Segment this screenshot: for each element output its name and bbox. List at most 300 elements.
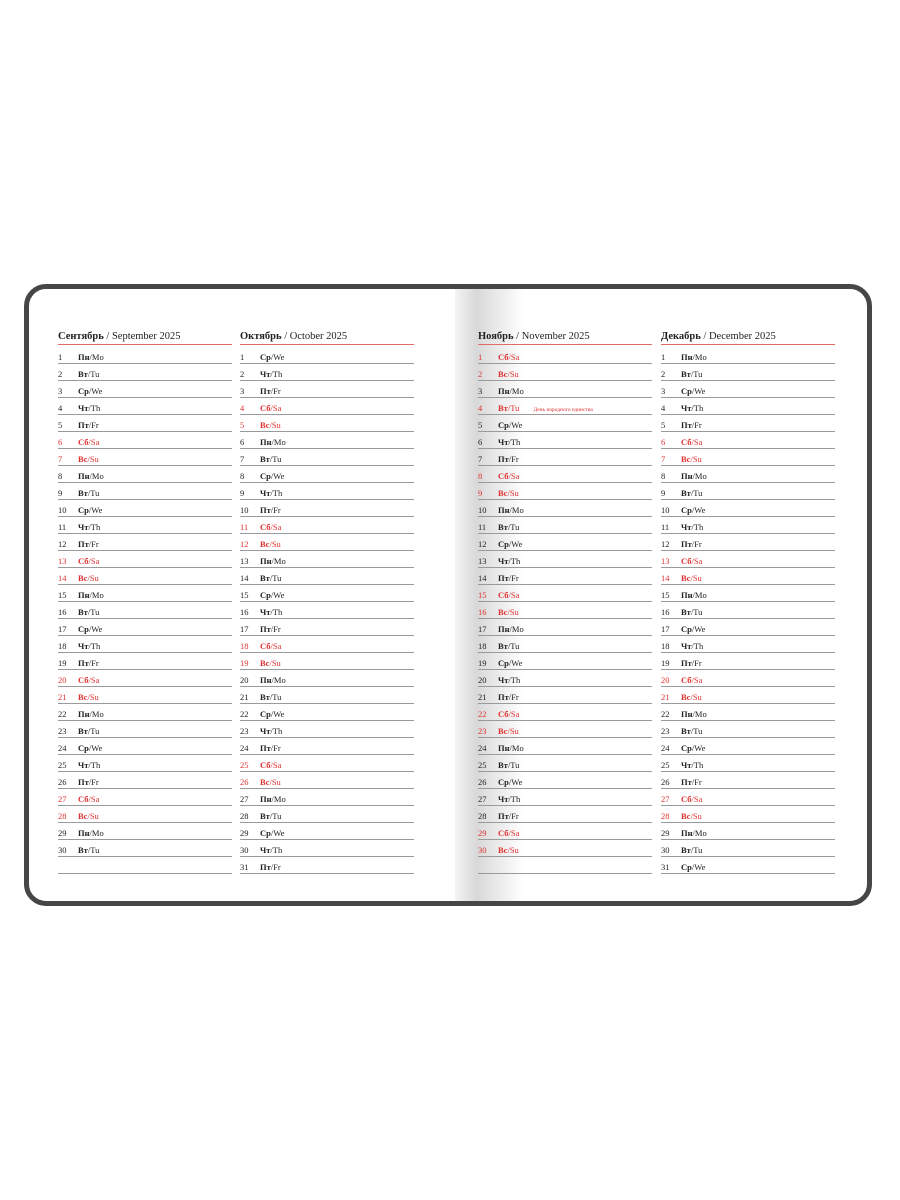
weekday-en: Tu [693,726,703,736]
weekday: Вс/Su [498,369,519,379]
weekday: Чт/Th [498,437,521,447]
weekday-ru: Ср [78,624,89,634]
weekday-ru: Чт [260,488,271,498]
weekday: Вс/Su [681,573,702,583]
weekday: Чт/Th [260,845,283,855]
weekday-ru: Вс [260,420,270,430]
day-row [58,654,232,670]
day-number: 27 [661,794,670,804]
day-row [58,399,232,415]
weekday-en: Mo [273,794,286,804]
day-row [58,790,232,806]
day-row [240,841,414,857]
month-title-sep: / [281,331,290,342]
day-row [661,348,835,364]
day-number: 13 [661,556,670,566]
weekday-ru: Чт [78,522,89,532]
day-row [478,654,652,670]
weekday-en: Th [272,488,283,498]
day-number: 21 [478,692,487,702]
weekday-ru: Ср [498,658,509,668]
day-row [240,688,414,704]
day-number: 27 [478,794,487,804]
weekday-en: Tu [510,403,520,413]
day-row [478,722,652,738]
day-number: 8 [58,471,63,481]
day-number: 29 [478,828,487,838]
weekday-en: Tu [90,726,100,736]
weekday: Пн/Mo [498,505,524,515]
weekday: Вс/Su [260,420,281,430]
weekday-ru: Сб [498,709,509,719]
month-title-en: October 2025 [289,331,348,342]
weekday-en: Su [89,692,99,702]
weekday: Ср/We [681,386,706,396]
weekday-en: Su [271,420,281,430]
day-row [58,688,232,704]
weekday-en: Fr [694,539,702,549]
weekday-ru: Вс [498,369,508,379]
day-number: 16 [58,607,67,617]
day-number: 29 [58,828,67,838]
day-number: 22 [478,709,487,719]
day-row [240,620,414,636]
day-row [240,416,414,432]
weekday-ru: Чт [498,437,509,447]
weekday-en: Mo [511,624,524,634]
weekday: Пн/Mo [681,590,707,600]
weekday-en: Su [692,692,702,702]
weekday: Чт/Th [260,488,283,498]
weekday-ru: Пн [498,505,510,515]
weekday-ru: Вс [260,658,270,668]
weekday-en: Sa [510,590,520,600]
weekday: Вт/Tu [78,726,100,736]
day-number: 7 [478,454,483,464]
day-number: 27 [58,794,67,804]
day-row [661,399,835,415]
weekday-ru: Ср [681,505,692,515]
day-number: 23 [661,726,670,736]
weekday-ru: Сб [78,675,89,685]
weekday: Пн/Mo [498,386,524,396]
weekday-ru: Сб [78,556,89,566]
month-title-ru: Сентябрь [58,331,104,342]
weekday-ru: Ср [498,539,509,549]
weekday: Сб/Sa [681,675,703,685]
day-row [661,620,835,636]
weekday: Сб/Sa [681,794,703,804]
weekday-en: Mo [694,471,707,481]
day-row [478,569,652,585]
day-row [661,790,835,806]
weekday-ru: Вс [78,811,88,821]
day-number: 19 [58,658,67,668]
day-row [240,807,414,823]
day-row [240,722,414,738]
weekday: Пн/Mo [681,352,707,362]
weekday: Вс/Su [78,811,99,821]
weekday: Вс/Su [78,454,99,464]
weekday-en: Th [272,726,283,736]
weekday: Ср/We [498,658,523,668]
weekday: Пн/Mo [260,437,286,447]
day-number: 3 [661,386,666,396]
day-row [661,637,835,653]
weekday-ru: Чт [498,675,509,685]
day-row [661,841,835,857]
day-row [58,501,232,517]
weekday-ru: Пн [78,352,90,362]
weekday-en: We [91,505,103,515]
day-number: 20 [661,675,670,685]
weekday-ru: Вт [681,845,691,855]
day-row [661,688,835,704]
day-number: 16 [661,607,670,617]
day-number: 21 [240,692,249,702]
weekday-en: Fr [273,743,281,753]
weekday-en: We [273,828,285,838]
day-row [58,705,232,721]
weekday-en: Mo [91,590,104,600]
day-number: 21 [661,692,670,702]
weekday-en: Mo [511,505,524,515]
day-number: 20 [240,675,249,685]
weekday-ru: Ср [78,743,89,753]
weekday: Вт/Tu [681,845,703,855]
weekday-en: Mo [694,709,707,719]
day-row [661,773,835,789]
day-number: 16 [240,607,249,617]
day-number: 13 [58,556,67,566]
weekday-en: Th [90,522,101,532]
day-number: 2 [478,369,483,379]
day-row [240,756,414,772]
weekday: Пн/Mo [78,352,104,362]
weekday: Вт/Tu [78,488,100,498]
day-row [240,637,414,653]
day-row [58,722,232,738]
weekday-en: Su [692,454,702,464]
weekday-en: Sa [90,556,100,566]
weekday: Пн/Mo [681,828,707,838]
weekday-en: Su [509,607,519,617]
day-row [478,671,652,687]
weekday-en: Mo [511,386,524,396]
weekday-en: Fr [273,386,281,396]
weekday: Пн/Mo [260,556,286,566]
weekday: Вт/Tu [498,760,520,770]
day-row [240,518,414,534]
weekday: Пт/Fr [498,573,519,583]
day-number: 30 [478,845,487,855]
day-number: 12 [661,539,670,549]
weekday: Ср/We [260,828,285,838]
weekday: Пн/Mo [260,675,286,685]
weekday: Пт/Fr [260,386,281,396]
day-row [58,586,232,602]
day-row [661,603,835,619]
day-row [478,501,652,517]
weekday: Чт/Th [260,726,283,736]
day-number: 12 [478,539,487,549]
weekday-en: Tu [693,845,703,855]
day-number: 17 [661,624,670,634]
weekday-en: Su [509,369,519,379]
day-row [478,824,652,840]
weekday-en: Fr [511,454,519,464]
weekday-en: Mo [694,590,707,600]
weekday: Пт/Fr [681,539,702,549]
weekday-en: Sa [693,556,703,566]
day-row [478,603,652,619]
weekday: Ср/We [681,624,706,634]
day-number: 3 [240,386,245,396]
weekday-en: Tu [693,607,703,617]
day-row [661,654,835,670]
weekday-en: Sa [510,709,520,719]
month-title-ru: Ноябрь [478,331,514,342]
weekday-ru: Пн [681,590,693,600]
day-row [478,620,652,636]
weekday-ru: Вт [681,726,691,736]
weekday-ru: Вт [260,454,270,464]
day-row [478,416,652,432]
day-row [661,756,835,772]
day-row [478,484,652,500]
day-row [478,790,652,806]
day-row [240,790,414,806]
day-row [661,705,835,721]
weekday: Вт/Tu [681,726,703,736]
day-row [240,450,414,466]
day-number: 6 [58,437,63,447]
day-row [58,552,232,568]
weekday-ru: Вс [260,539,270,549]
day-number: 19 [240,658,249,668]
day-number: 21 [58,692,67,702]
weekday-ru: Вт [498,522,508,532]
weekday-ru: Чт [260,845,271,855]
weekday: Ср/We [498,777,523,787]
weekday-ru: Вс [78,573,88,583]
weekday: Чт/Th [260,607,283,617]
weekday-en: Su [271,658,281,668]
weekday: Пн/Mo [498,624,524,634]
day-number: 31 [240,862,249,872]
day-number: 20 [478,675,487,685]
weekday: Чт/Th [498,675,521,685]
weekday-ru: Вс [498,488,508,498]
day-number: 10 [58,505,67,515]
weekday: Пт/Fr [260,505,281,515]
weekday-en: Fr [273,505,281,515]
day-row [240,552,414,568]
weekday-en: Sa [272,760,282,770]
day-number: 29 [661,828,670,838]
day-row [58,773,232,789]
day-number: 11 [240,522,249,532]
day-row [478,450,652,466]
day-number: 26 [240,777,249,787]
day-number: 14 [478,573,487,583]
weekday-en: Su [89,811,99,821]
weekday-en: Fr [91,777,99,787]
month-title-sep: / [700,331,709,342]
weekday-ru: Сб [498,471,509,481]
day-number: 26 [58,777,67,787]
day-number: 9 [478,488,483,498]
weekday-en: Sa [693,675,703,685]
weekday: Ср/We [260,471,285,481]
day-number: 18 [661,641,670,651]
day-row [478,467,652,483]
weekday: Пн/Mo [498,743,524,753]
weekday-en: We [694,624,706,634]
weekday-ru: Ср [78,386,89,396]
weekday-ru: Сб [681,556,692,566]
day-row [661,382,835,398]
weekday-ru: Чт [260,607,271,617]
weekday-en: Sa [272,641,282,651]
day-number: 2 [661,369,666,379]
weekday: Ср/We [260,590,285,600]
day-row [58,841,232,857]
weekday-ru: Пт [681,777,692,787]
weekday: Пт/Fr [498,811,519,821]
weekday-ru: Ср [260,828,271,838]
weekday-ru: Пт [681,658,692,668]
month-title-en: September 2025 [111,331,181,342]
day-row [240,824,414,840]
weekday: Ср/We [681,862,706,872]
weekday-ru: Чт [260,369,271,379]
weekday-en: Tu [90,607,100,617]
day-number: 31 [661,862,670,872]
weekday-en: Th [510,437,521,447]
weekday: Чт/Th [681,641,704,651]
weekday-ru: Сб [681,437,692,447]
day-row [240,535,414,551]
weekday-en: Sa [693,794,703,804]
day-number: 15 [661,590,670,600]
day-number: 12 [58,539,67,549]
weekday: Вт/Tu [681,369,703,379]
weekday: Вс/Su [498,726,519,736]
weekday-en: We [511,420,523,430]
day-number: 16 [478,607,487,617]
day-row [240,654,414,670]
weekday-ru: Пн [260,556,272,566]
weekday-en: Sa [90,437,100,447]
weekday: Вс/Su [78,573,99,583]
weekday-ru: Вт [498,760,508,770]
day-number: 4 [661,403,666,413]
weekday: Пт/Fr [78,420,99,430]
weekday: Сб/Sa [498,709,520,719]
day-row [478,756,652,772]
weekday-ru: Сб [498,352,509,362]
weekday-en: Su [89,454,99,464]
day-row [478,637,652,653]
weekday: Вс/Su [498,845,519,855]
weekday-ru: Пн [498,386,510,396]
weekday-ru: Сб [78,437,89,447]
day-row [58,382,232,398]
day-row [478,399,652,415]
weekday-en: Mo [91,709,104,719]
weekday-ru: Чт [681,403,692,413]
day-number: 7 [240,454,245,464]
day-number: 28 [240,811,249,821]
weekday: Чт/Th [260,369,283,379]
day-row [58,807,232,823]
weekday-en: Th [693,760,704,770]
day-number: 23 [478,726,487,736]
weekday: Вт/Tu [498,641,520,651]
weekday-ru: Пт [498,692,509,702]
weekday: Вт/Tu [78,607,100,617]
weekday-ru: Чт [681,641,692,651]
day-number: 22 [58,709,67,719]
weekday: Ср/We [498,420,523,430]
weekday-en: We [511,658,523,668]
weekday-ru: Вт [681,607,691,617]
day-number: 19 [478,658,487,668]
weekday-ru: Вт [78,726,88,736]
day-number: 15 [240,590,249,600]
month-title-ru: Декабрь [661,331,701,342]
weekday: Вс/Su [681,692,702,702]
day-number: 1 [661,352,666,362]
day-row [661,416,835,432]
day-number: 14 [240,573,249,583]
day-number: 8 [240,471,245,481]
day-number: 2 [240,369,245,379]
weekday: Ср/We [260,352,285,362]
weekday-ru: Пт [498,454,509,464]
day-number: 30 [240,845,249,855]
weekday-en: Sa [693,437,703,447]
day-number: 4 [478,403,483,413]
weekday: Вт/Tu [260,811,282,821]
day-number: 14 [58,573,67,583]
weekday-en: Sa [510,352,520,362]
day-row [478,552,652,568]
day-row [661,671,835,687]
weekday: Сб/Sa [498,471,520,481]
weekday-ru: Пт [260,386,271,396]
weekday-en: Th [272,845,283,855]
day-number: 6 [661,437,666,447]
day-row [661,552,835,568]
weekday-en: We [511,777,523,787]
weekday-en: Fr [91,420,99,430]
day-row [58,671,232,687]
weekday-en: We [694,743,706,753]
day-number: 23 [240,726,249,736]
weekday-ru: Вс [681,454,691,464]
weekday: Ср/We [681,743,706,753]
day-row [478,433,652,449]
day-row [478,382,652,398]
day-number: 17 [58,624,67,634]
weekday-en: Th [90,760,101,770]
weekday-en: Mo [694,352,707,362]
weekday-en: Mo [511,743,524,753]
day-row [240,586,414,602]
day-number: 9 [661,488,666,498]
